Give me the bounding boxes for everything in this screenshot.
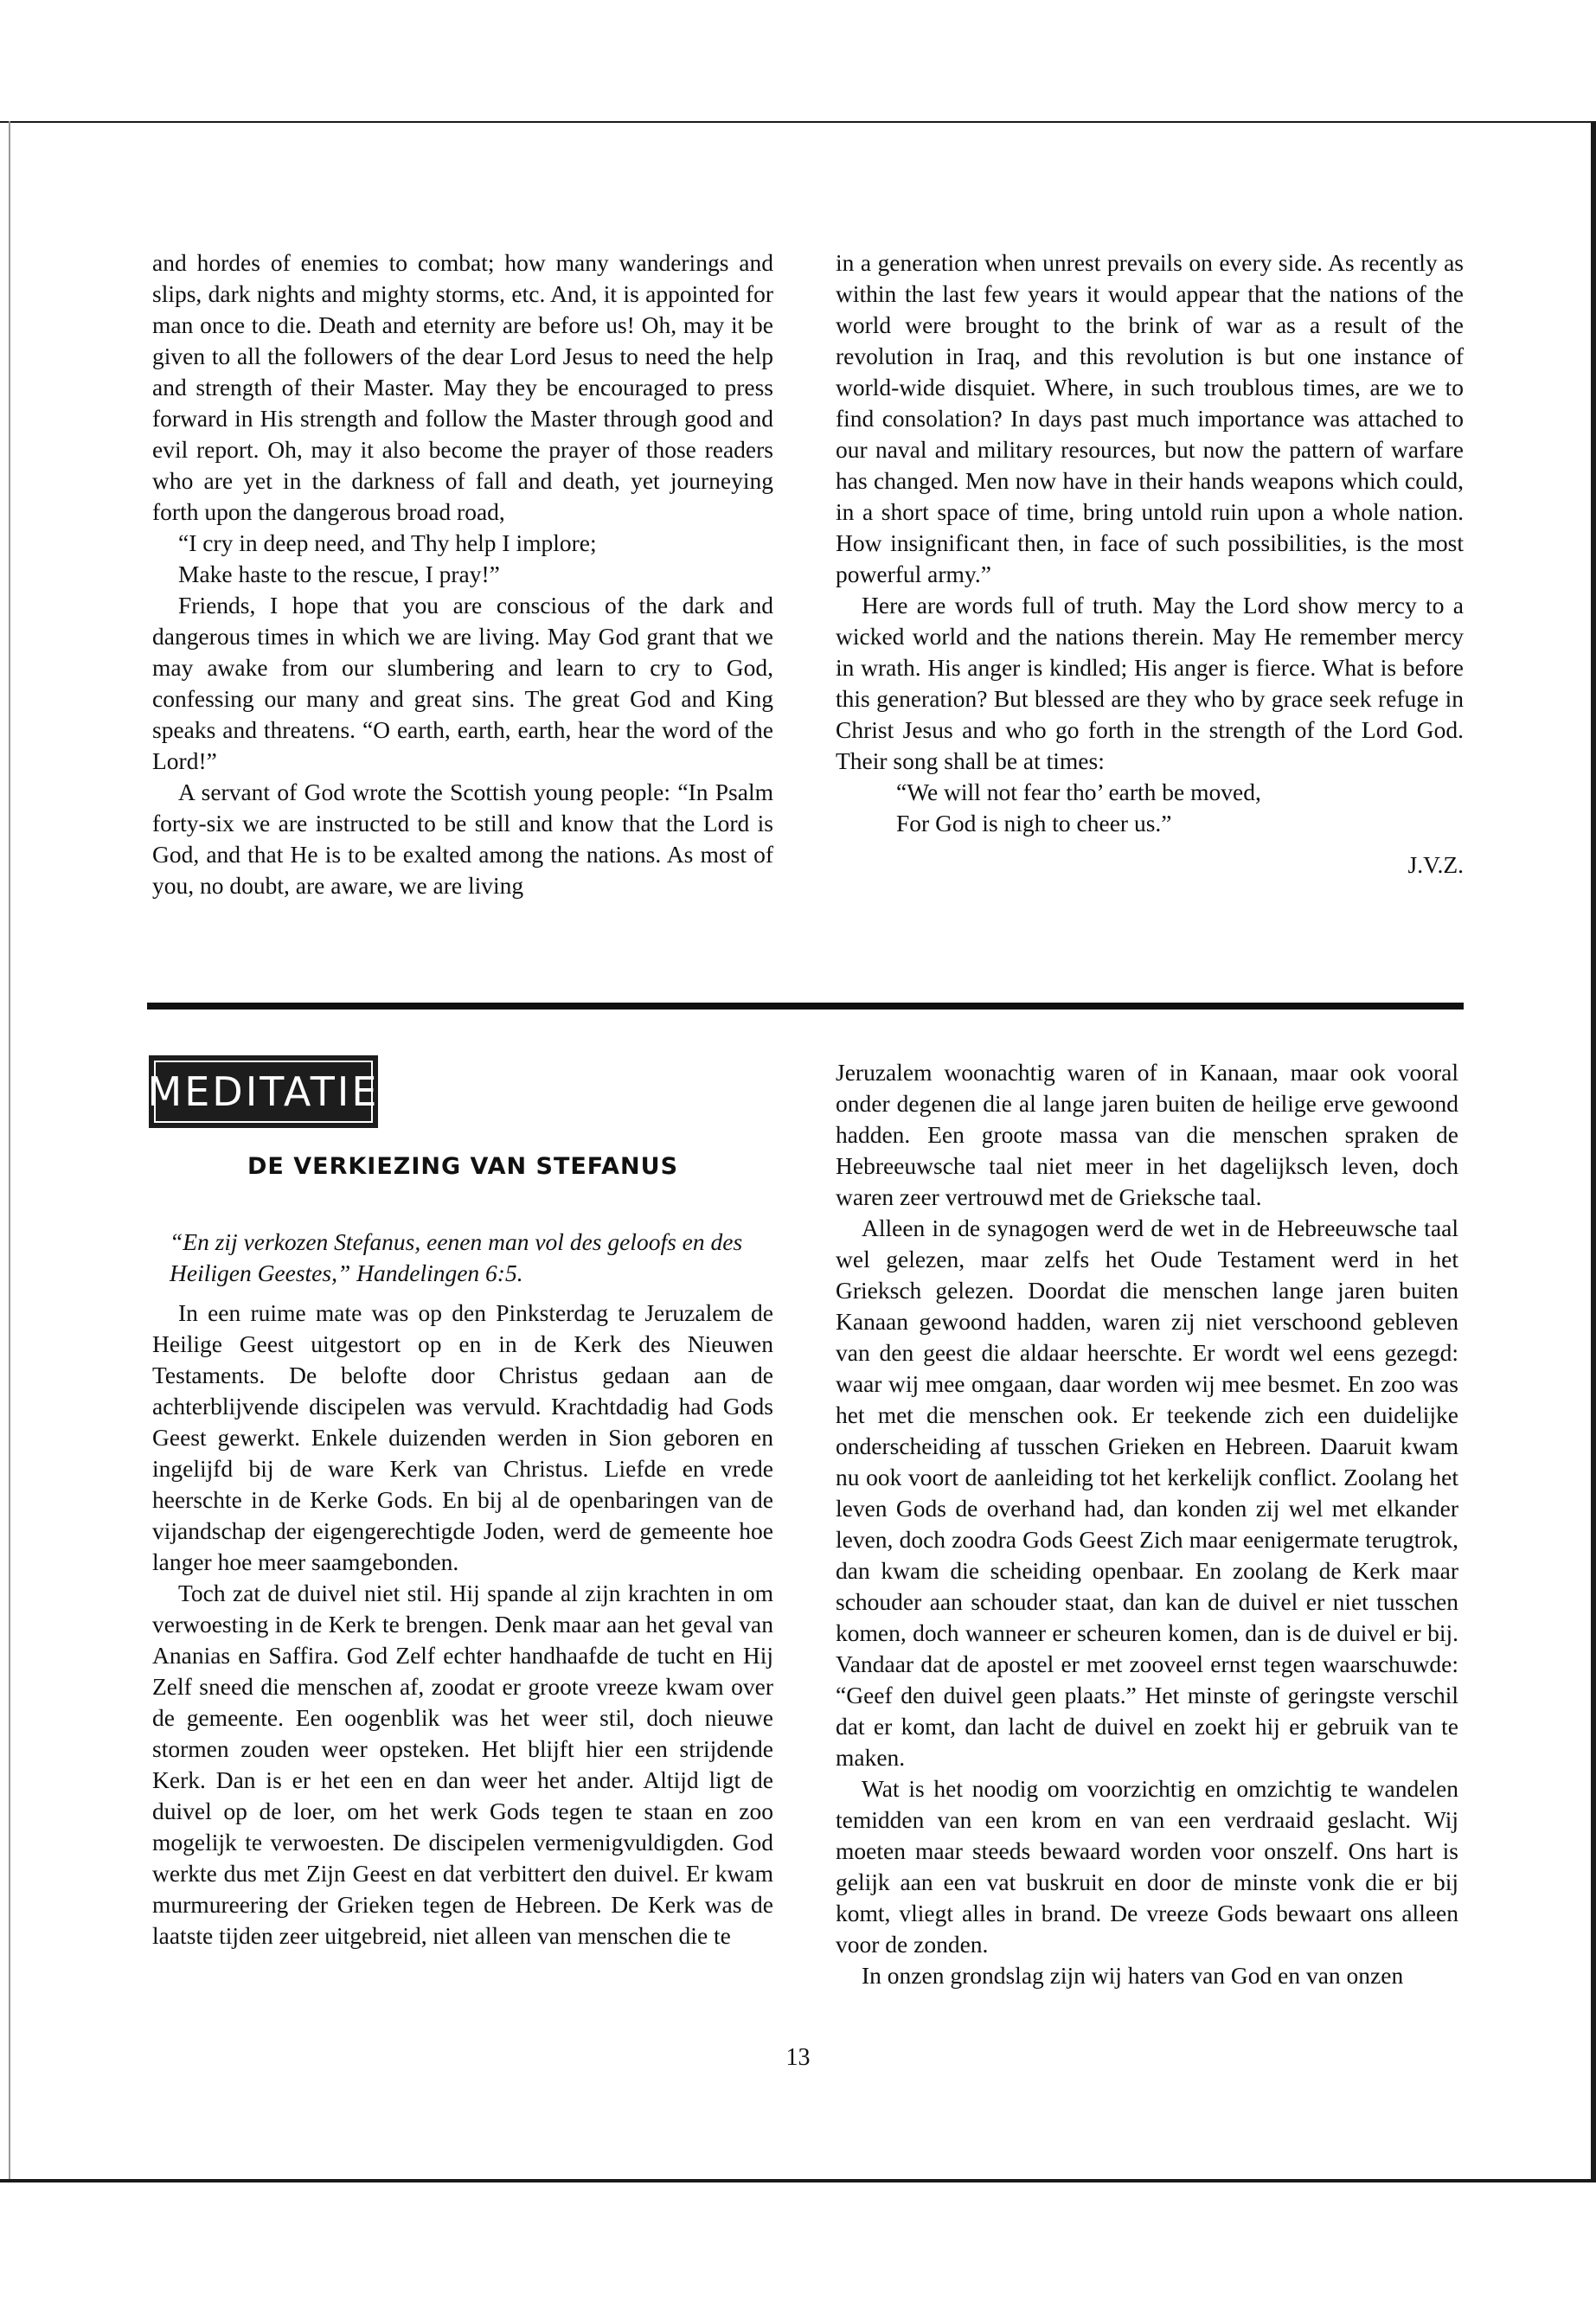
paragraph: “I cry in deep need, and Thy help I implore;	[178, 529, 597, 556]
page-edge-top	[0, 121, 1596, 123]
epigraph: “En zij verkozen Stefanus, eenen man vol des geloofs en des Heiligen Geestes,” Handelingen 6:5.	[170, 1228, 743, 1286]
paragraph: Alleen in de synagogen werd de wet in de Hebreeuwsche taal wel gelezen, maar zelfs het Oude Testament werd in het Grieksch gelezen. Doordat die menschen lange jaren buiten Kanaan gewoond hadden, waren zij niet verschoond gebleven van den geest die aldaar heerschte. Er wordt wel eens gezegd: waar wij mee omgaan, daar worden wij mee besmet. En zoo was het met die menschen ook. Er teekende zich een duidelijke onderscheiding af tusschen Grieken en Hebreen. Daaruit kwam nu ook voort de aanleiding tot het kerkelijk conflict. Zoolang het leven Gods de overhand had, dan konden zij wel met elkander leven, doch zoodra Gods Geest Zich maar eenigermate terugtrok, dan kwam die scheiding openbaar. En zoolang de Kerk maar schouder aan schouder staat, dan kan de duivel er niet tusschen komen, doch wanneer er scheuren komen, dan is de duivel er bij. Vandaar dat de apostel er met zooveel ernst tegen waarschuwde: “Geef den duivel geen plaats.” Het minste of geringste verschil dat er komt, dan lacht de duivel en zoekt hij er gebruik van te maken.	[836, 1215, 1458, 1771]
page-edge-left	[9, 121, 10, 2180]
section-divider	[147, 1003, 1464, 1009]
section-label	[149, 1055, 378, 1128]
left-column-bottom	[152, 1298, 773, 1952]
paragraph: Jeruzalem woonachtig waren of in Kanaan, maar ook vooral onder degenen die al lange jaren buiten de heilige erve gewoond hadden. Een groote massa van die menschen spraken de Hebreeuwsche taal niet meer in het dagelijksch leven, doch waren zeer vertrouwd met de Grieksche taal.	[836, 1059, 1458, 1210]
paragraph: A servant of God wrote the Scottish young people: “In Psalm forty-six we are instructed to be still and know that the Lord is God, and that He is to be exalted among the nations. As most of you, no doubt, are aware, we are living	[152, 779, 773, 899]
paragraph: in a generation when unrest prevails on every side. As recently as within the last few years it would appear that the nations of the world were brought to the brink of war as a result of the revolution in Iraq, and this revolution is but one instance of world-wide disquiet. Where, in such troublous times, are we to find consolation? In days past much importance was attached to our naval and military resources, but now the pattern of warfare has changed. Men now have in their hands weapons which could, in a short space of time, bring untold ruin upon a whole nation. How insignificant then, in face of such possibilities, is the most powerful army.”	[836, 249, 1464, 587]
paragraph: Here are words full of truth. May the Lord show mercy to a wicked world and the nations therein. May He remember mercy in wrath. His anger is kindled; His anger is fierce. What is before this generation? But blessed are they who by grace seek refuge in Christ Jesus and who go forth in the strength of the Lord God. Their song shall be at times:	[836, 592, 1464, 774]
article-title: DE VERKIEZING VAN STEFANUS	[247, 1153, 679, 1180]
paragraph: Make haste to the rescue, I pray!”	[178, 561, 500, 587]
page-edge-bottom	[0, 2179, 1596, 2182]
paragraph: and hordes of enemies to combat; how many wanderings and slips, dark nights and mighty storms, etc. And, it is appointed for man once to die. Death and eternity are before us! Oh, may it be given to all the followers of the dear Lord Jesus to need the help and strength of their Master. May they be encouraged to press forward in His strength and follow the Master through good and evil report. Oh, may it also become the prayer of those readers who are yet in the darkness of fall and death, yet journeying forth upon the dangerous broad road,	[152, 249, 773, 525]
paragraph: In onzen grondslag zijn wij haters van God en van onzen	[862, 1962, 1404, 1989]
paragraph: J.V.Z.	[1407, 851, 1464, 878]
paragraph: Friends, I hope that you are conscious of the dark and dangerous times in which we are living. May God grant that we may awake from our slumbering and learn to cry to God, confessing our many and great sins. The great God and King speaks and threatens. “O earth, earth, earth, hear the word of the Lord!”	[152, 592, 773, 774]
paragraph: In een ruime mate was op den Pinksterdag te Jeruzalem de Heilige Geest uitgestort op en in de Kerk des Nieuwen Testaments. De belofte door Christus gedaan aan de achterblijvende discipelen was vervuld. Krachtdadig had Gods Geest gewerkt. Enkele duizenden werden in Sion geboren en ingelijfd bij de ware Kerk van Christus. Liefde en vrede heerschte in de Kerke Gods. En bij al de openbaringen van de vijandschap der eigengerechtigde Joden, werd de gemeente hoe langer hoe meer saamgebonden.	[152, 1299, 773, 1575]
right-column-top	[836, 247, 1464, 881]
left-column-top	[152, 247, 773, 901]
page-edge-right	[1591, 121, 1596, 2180]
page-number: 13	[785, 2044, 811, 2071]
section-label-text: MEDITATIE	[147, 1068, 380, 1115]
paragraph: “We will not fear tho’ earth be moved,	[896, 779, 1261, 805]
paragraph: For God is nigh to cheer us.”	[896, 810, 1172, 836]
paragraph: Wat is het noodig om voorzichtig en omzichtig te wandelen temidden van een krom en van een verdraaid geslacht. Wij moeten maar steeds bewaard worden voor onszelf. Ons hart is gelijk aan een vat buskruit en door de minste vonk die er bij komt, vliegt alles in brand. De vreeze Gods bewaart ons alleen voor de zonden.	[836, 1775, 1458, 1958]
paragraph: Toch zat de duivel niet stil. Hij spande al zijn krachten in om verwoesting in de Kerk te brengen. Denk maar aan het geval van Ananias en Saffira. God Zelf echter handhaafde de tucht en Hij Zelf sneed die menschen af, zoodat er groote vreeze kwam over de gemeente. Een oogenblik was het weer stil, doch nieuwe stormen zouden weer opsteken. Het blijft hier een strijdende Kerk. Dan is er het een en dan weer het ander. Altijd ligt de duivel op de loer, om het werk Gods tegen te staan en zoo mogelijk te verwoesten. De discipelen vermenigvuldigden. God werkte dus met Zijn Geest en dat verbittert den duivel. Er kwam murmureering der Grieken tegen de Hebreen. De Kerk was de laatste tijden zeer uitgebreid, niet alleen van menschen die te	[152, 1580, 773, 1949]
right-column-bottom	[836, 1057, 1458, 1991]
